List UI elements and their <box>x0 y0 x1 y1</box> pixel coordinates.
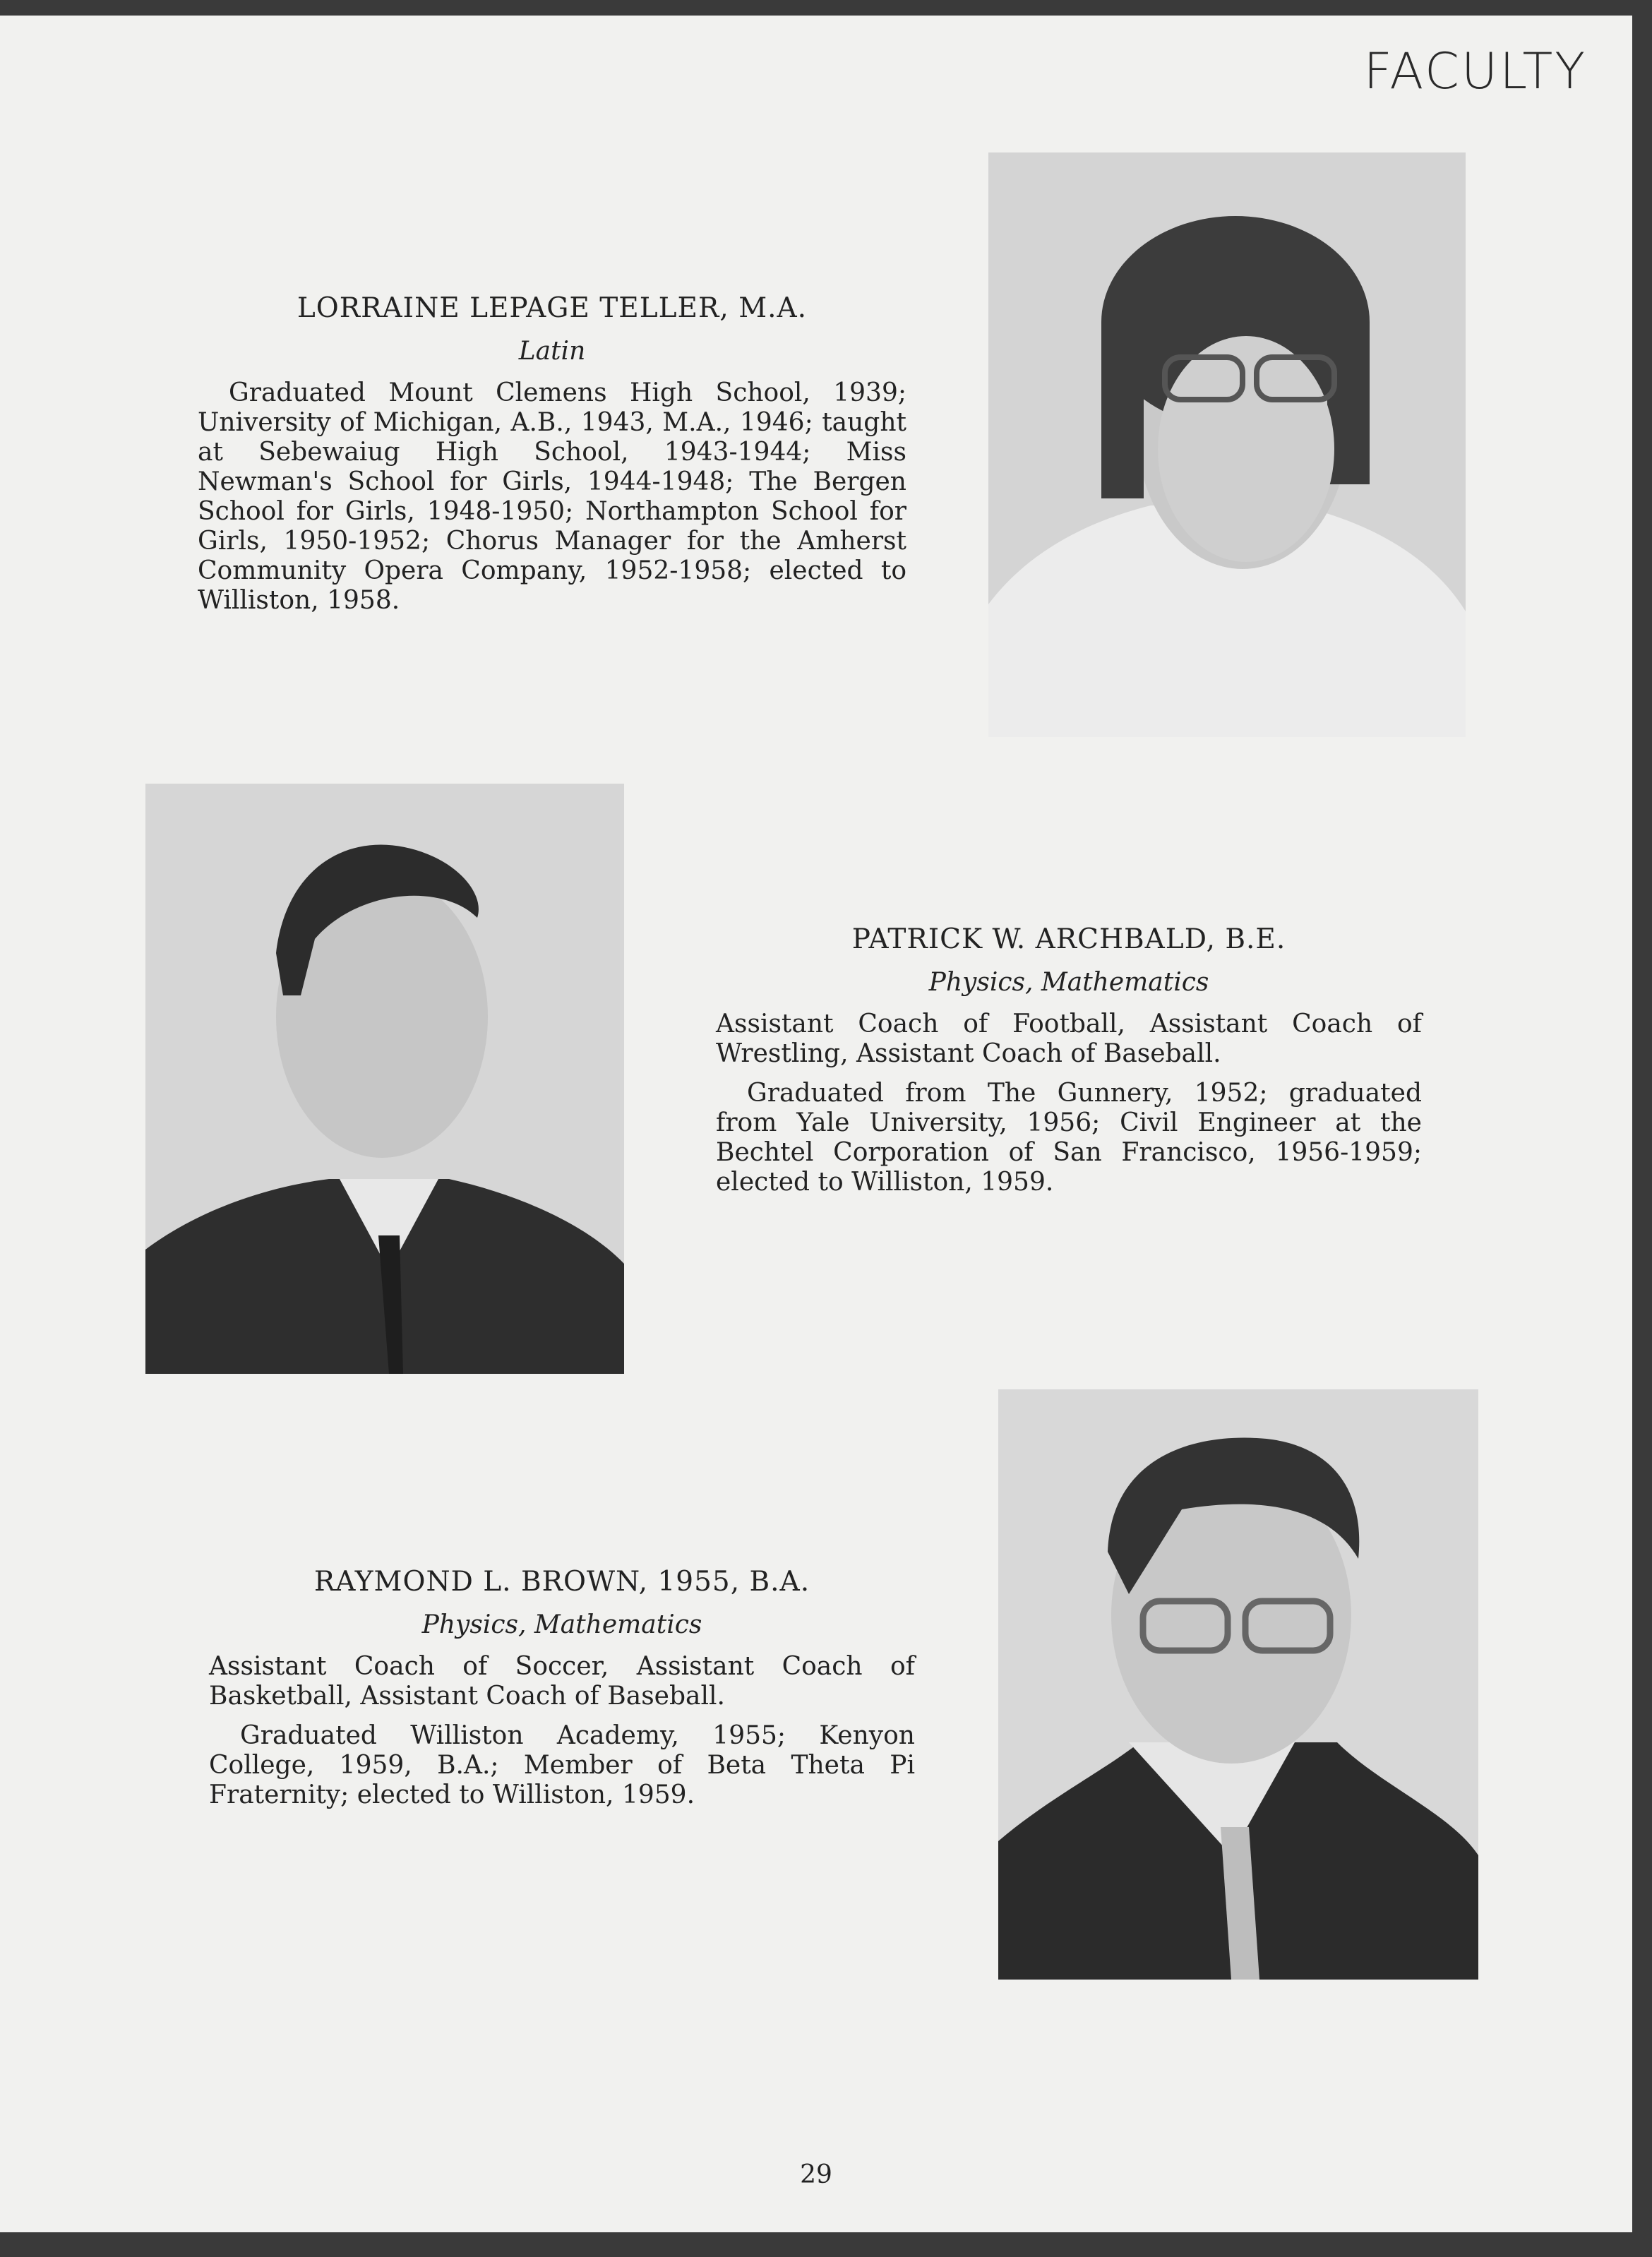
faculty-entry-teller <box>198 292 906 625</box>
portrait-photo-brown <box>998 1389 1478 1980</box>
faculty-name: LORRAINE LEPAGE TELLER, M.A. <box>297 292 808 324</box>
portrait-photo-archbald <box>145 784 624 1374</box>
faculty-biography: Graduated from The Gunnery, 1952; graduated from Yale University, 1956; Civil Engineer at the Bechtel Corporation of San Francisco, 1956-1959; elected to Williston, 1959. <box>716 1079 1422 1197</box>
portrait-photo-teller <box>988 152 1466 737</box>
faculty-biography: Graduated Williston Academy, 1955; Kenyon College, 1959, B.A.; Member of Beta Theta Pi Fraternity; elected to Williston, 1959. <box>209 1721 915 1809</box>
yearbook-page <box>0 16 1632 2232</box>
faculty-entry-brown <box>209 1566 915 1820</box>
faculty-coaching-duties: Assistant Coach of Soccer, Assistant Coach of Basketball, Assistant Coach of Baseball. <box>209 1652 915 1711</box>
page-number: 29 <box>800 2160 832 2189</box>
section-title: FACULTY <box>1363 42 1587 100</box>
faculty-subject: Physics, Mathematics <box>421 1610 702 1639</box>
faculty-entry-archbald <box>716 923 1422 1207</box>
faculty-subject: Physics, Mathematics <box>928 968 1209 997</box>
faculty-biography: Graduated Mount Clemens High School, 1939; University of Michigan, A.B., 1943, M.A., 1946; taught at Sebewaiug High School, 1943-1944; Miss Newman's School for Girls, 1944-1948; The Bergen School for Girls, 1948-1950; Northampton School for Girls, 1950-1952; Chorus Manager for the Amherst Community Opera Company, 1952-1958; elected to Williston, 1958. <box>198 378 906 615</box>
faculty-name: PATRICK W. ARCHBALD, B.E. <box>851 923 1286 955</box>
faculty-name: RAYMOND L. BROWN, 1955, B.A. <box>313 1566 810 1598</box>
faculty-subject: Latin <box>518 337 586 366</box>
faculty-coaching-duties: Assistant Coach of Football, Assistant Coach of Wrestling, Assistant Coach of Baseball. <box>716 1010 1422 1068</box>
